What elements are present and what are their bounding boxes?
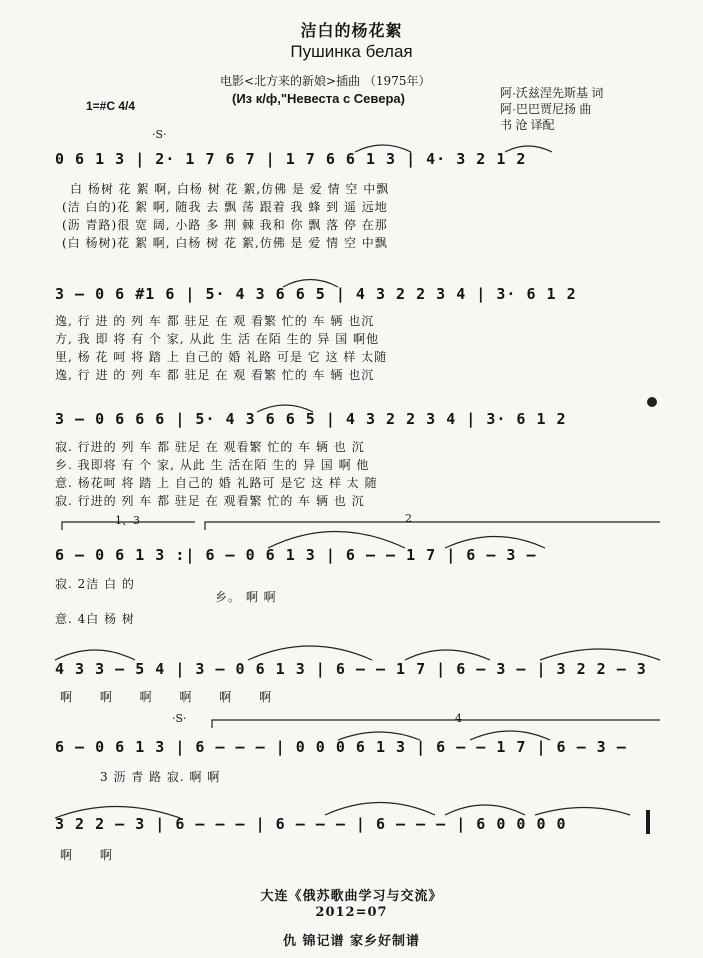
subtitle-russian: (Из к/ф,"Невеста с Севера) <box>232 91 405 106</box>
volta-bracket <box>205 522 660 530</box>
lyric-line: (白 杨树)花 絮 啊, 白杨 树 花 絮,仿佛 是 爱 情 空 中飘 <box>62 236 388 250</box>
volta-4-label: 4 <box>455 712 462 725</box>
song-title-chinese: 洁白的杨花絮 <box>300 21 403 40</box>
hum-lyric-line: 啊 啊 <box>60 848 124 862</box>
lyric-line: 意. 4白 杨 树 <box>55 612 135 626</box>
volta-bracket <box>212 720 660 728</box>
lyric-line: (洁 白的)花 絮 啊, 随我 去 飘 荡 跟着 我 蜂 到 遥 远地 <box>62 200 388 214</box>
slur <box>325 803 435 816</box>
lyric-line: 寂. 行进的 列 车 都 驻足 在 观看繁 忙的 车 辆 也 沉 <box>55 494 365 508</box>
slur <box>248 646 372 660</box>
segno-mark: ·S· <box>172 712 187 725</box>
credit-lyricist: 阿·沃兹涅先斯基 词 <box>500 86 604 100</box>
notation-row-7: 3 2 2 — 3 | 6 — — — | 6 — — — | 6 — — — | 6 0 0 0 0 <box>55 815 567 833</box>
lyric-line: 方, 我 即 将 有 个 家, 从此 生 活 在陌 生的 异 国 啊他 <box>55 332 380 346</box>
lyric-line: 寂. 2洁 白 的 <box>55 577 135 591</box>
song-title-russian: Пушинка белая <box>290 42 413 61</box>
notation-row-5: 4 3 3 — 5 4 | 3 — 0 6 1 3 | 6 — — 1 7 | 6 — 3 — | 3 2 2 — 3 <box>55 660 647 678</box>
slur <box>540 649 660 660</box>
lyric-line: 乡. 我即将 有 个 家, 从此 生 活在陌 生的 异 国 啊 他 <box>55 458 370 472</box>
footer-date: 2012=07 <box>315 905 388 920</box>
hum-lyric-line: 啊 啊 啊 啊 啊 啊 <box>60 690 284 704</box>
notation-row-2: 3 — 0 6 #1 6 | 5· 4 3 6 6 5 | 4 3 2 2 3 4 | 3· 6 1 2 <box>55 285 577 303</box>
slur <box>445 805 525 815</box>
notation-row-1: 0 6 1 3 | 2· 1 7 6 7 | 1 7 6 6 1 3 | 4· 3 2 1 2 <box>55 150 527 168</box>
slur <box>535 808 630 816</box>
segno-mark: ·S· <box>152 128 167 141</box>
lyric-line: 3 沥 青 路 寂. 啊 啊 <box>100 770 221 784</box>
notation-row-6: 6 — 0 6 1 3 | 6 — — — | 0 0 0 6 1 3 | 6 — — 1 7 | 6 — 3 — <box>55 738 627 756</box>
lyric-line: 逸, 行 进 的 列 车 都 驻足 在 观 看繁 忙的 车 辆 也沉 <box>55 314 375 328</box>
lyric-line: 白 杨树 花 絮 啊, 白杨 树 花 絮,仿佛 是 爱 情 空 中飘 <box>70 182 390 196</box>
subtitle-chinese: 电影<北方来的新娘>插曲 （1975年） <box>220 74 431 88</box>
lyric-line: 寂. 行进的 列 车 都 驻足 在 观看繁 忙的 车 辆 也 沉 <box>55 440 365 454</box>
slur <box>405 650 490 660</box>
marker-dot <box>647 397 657 407</box>
lyric-line-middle: 乡。 啊 啊 <box>215 590 277 604</box>
footer-source: 大连《俄苏歌曲学习与交流》 <box>260 889 443 904</box>
notation-row-4: 6 — 0 6 1 3 :| 6 — 0 6 1 3 | 6 — — 1 7 | 6 — 3 — <box>55 546 537 564</box>
credit-translator: 书 沧 译配 <box>500 118 555 132</box>
lyric-line: 里, 杨 花 呵 将 踏 上 自己的 婚 礼路 可是 它 这 样 太随 <box>55 350 388 364</box>
lyric-line: 逸, 行 进 的 列 车 都 驻足 在 观 看繁 忙的 车 辆 也沉 <box>55 368 375 382</box>
lyric-line: 意. 杨花呵 将 踏 上 自己的 婚 礼路可 是它 这 样 太 随 <box>55 476 378 490</box>
final-barline <box>646 810 650 834</box>
credit-composer: 阿·巴巴贾尼扬 曲 <box>500 102 592 116</box>
volta-1-3-label: 1、3 <box>115 514 140 527</box>
key-signature: 1=#C 4/4 <box>86 99 136 113</box>
volta-2-label: 2 <box>405 512 412 525</box>
lyric-line: (沥 青路)很 宽 阔, 小路 多 荆 棘 我和 你 飘 落 停 在那 <box>62 218 388 232</box>
slur <box>55 650 135 660</box>
notation-row-3: 3 — 0 6 6 6 | 5· 4 3 6 6 5 | 4 3 2 2 3 4 | 3· 6 1 2 <box>55 410 567 428</box>
footer-credit: 仇 锦记谱 家乡好制谱 <box>282 934 421 949</box>
